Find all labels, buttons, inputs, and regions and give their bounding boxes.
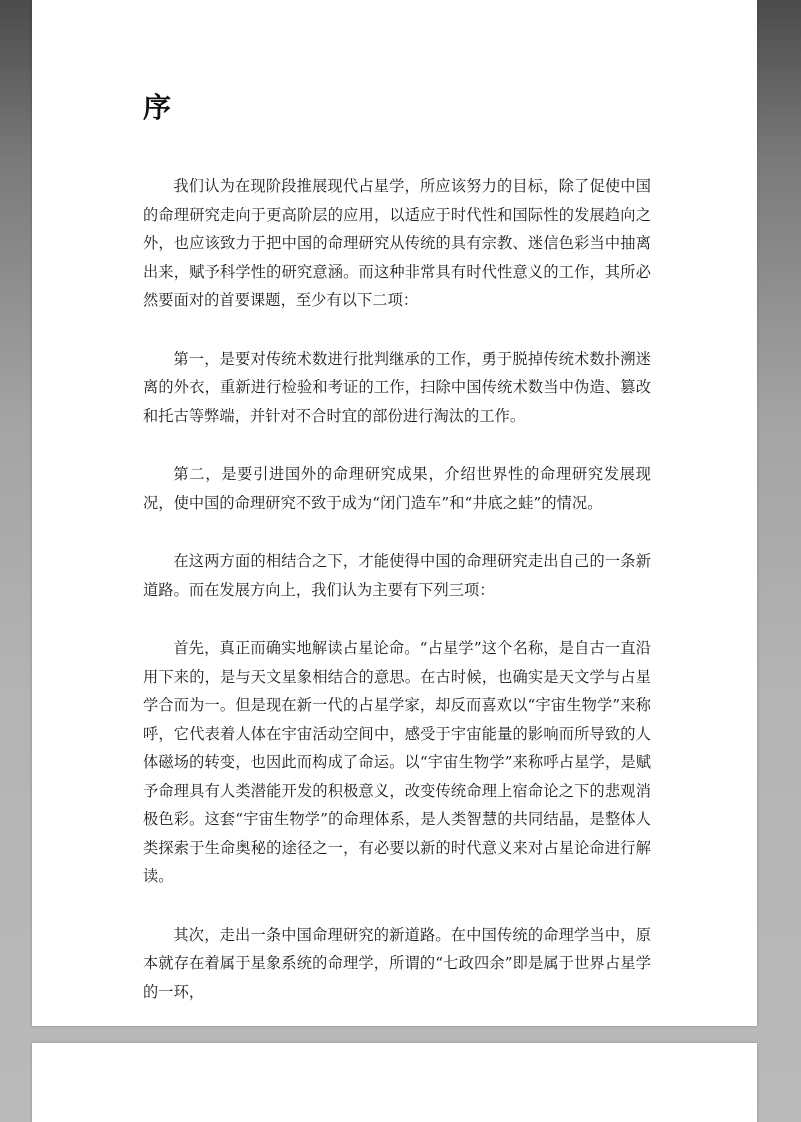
- paragraph-4: 在这两方面的相结合之下，才能使得中国的命理研究走出自己的一条新道路。而在发展方向上，我们认为主要有下列三项：: [143, 552, 651, 599]
- paragraph-2: 第一，是要对传统术数进行批判继承的工作，勇于脱掉传统术数扑溯迷离的外衣，重新进行检验和考证的工作，扫除中国传统术数当中伪造、篡改和托古等弊端，并针对不合时宜的部份进行淘汰的工作。: [143, 349, 651, 425]
- paragraph-5: 首先，真正而确实地解读占星论命。“占星学”这个名称，是自古一直沿用下来的，是与天文星象相结合的意思。在古时候，也确实是天文学与占星学合而为一。但是现在新一代的占星学家，却反而喜欢以“宇宙生物学”来称呼，它代表着人体在宇宙活动空间中，感受于宇宙能量的影响而所导致的人体磁场的转变，也因此而构成了命运。以“宇宙生物学”来称呼占星学，是赋予命理具有人类潜能开发的积极意义，改变传统命理上宿命论之下的悲观消极色彩。这套“宇宙生物学”的命理体系，是人类智慧的共同结晶，是整体人类探索于生命奥秘的途径之一，有必要以新的时代意义来对占星论命进行解读。: [143, 639, 651, 885]
- paragraph-1: 我们认为在现阶段推展现代占星学，所应该努力的目标，除了促使中国的命理研究走向于更高阶层的应用，以适应于时代性和国际性的发展趋向之外，也应该致力于把中国的命理研究从传统的具有宗教、迷信色彩当中抽离出来，赋予科学性的研究意涵。而这种非常具有时代性意义的工作，其所必然要面对的首要课题，至少有以下二项：: [143, 177, 651, 309]
- document-page-2: [32, 1043, 757, 1122]
- body-text: [143, 172, 651, 1036]
- paragraph-3: 第二，是要引进国外的命理研究成果，介绍世界性的命理研究发展现况，使中国的命理研究不致于成为“闭门造车”和“井底之蛙”的情况。: [143, 465, 651, 512]
- document-page-1: [32, 0, 757, 1026]
- page-heading: 序: [143, 91, 172, 124]
- paragraph-6: 其次，走出一条中国命理研究的新道路。在中国传统的命理学当中，原本就存在着属于星象系统的命理学，所谓的“七政四余”即是属于世界占星学的一环，: [143, 925, 651, 1001]
